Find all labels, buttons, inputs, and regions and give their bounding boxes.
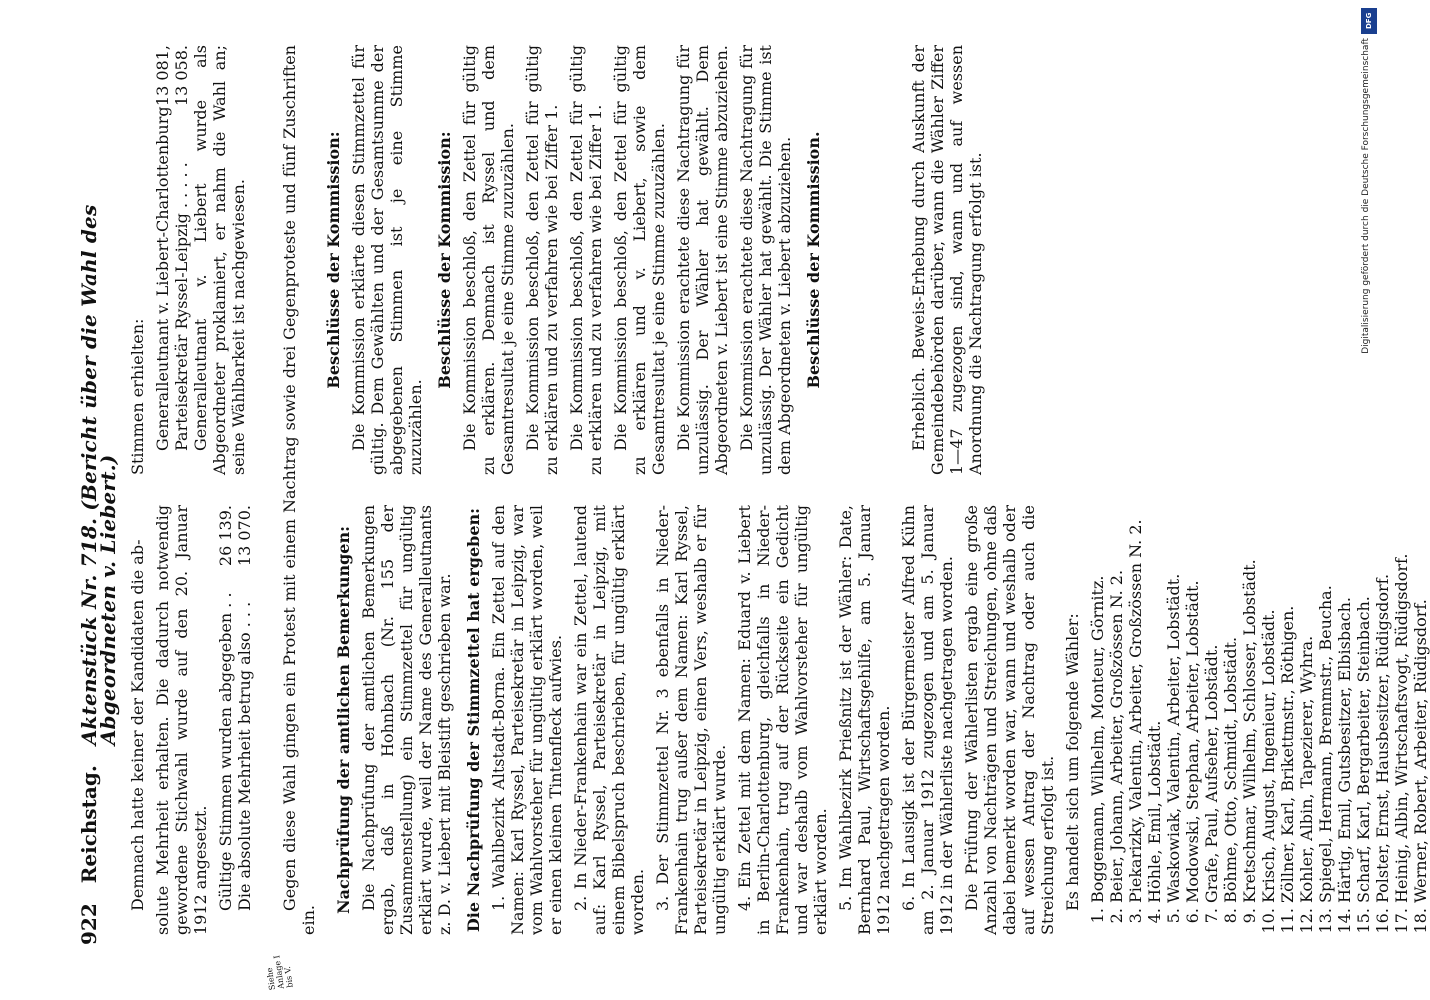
list-item: 9. Kretschmar, Wilhelm, Schlosser, Lobstädt. xyxy=(1240,505,1259,903)
margin-note: Siehe Anlage I bis V. xyxy=(264,954,295,991)
paragraph-official: Die Nachprüfung der amtlichen Bemerkungen ergab, daß in Hohnbach (Nr. 155 der Zusammenstellung) ein Stimmzettel für ungültig erklärt wurde, weil der Name des Generalleutnants z. D. v. Liebert mit Bleistift geschrieben war. xyxy=(359,505,454,935)
list-item: 8. Böhme, Otto, Schmidt, Lobstädt. xyxy=(1221,505,1240,903)
list-item: 1. Boggemann, Wilhelm, Monteur, Görnitz. xyxy=(1088,505,1107,903)
ballot-item-4: 4. Ein Zettel mit dem Namen: Eduard v. Liebert in Berlin-Charlottenburg, gleichfalls in Nieder-Frankenhain, trug auf der Rückseite ein Gedicht und war deshalb vom Wahlvorsteher für ungültig erklärt worden. xyxy=(735,505,830,935)
list-item: 4. Höhle, Emil, Lobstädt. xyxy=(1145,505,1164,903)
paragraph-lead: Demnach hatte keiner der Kandidaten die ab- xyxy=(128,539,147,911)
heading-resolutions-ballots: Beschlüsse der Kommission: xyxy=(435,131,454,389)
candidate-1-row xyxy=(153,45,172,475)
valid-votes-value: 26 139. xyxy=(216,505,235,567)
candidate-2-row xyxy=(172,45,191,475)
resolution-item-3: Die Kommission beschloß, den Zettel für gültig zu erklären und zu verfahren wie bei Ziffer 1. xyxy=(567,45,605,475)
resolution-item-5: Die Kommission erachtete diese Nachtragung für unzulässig. Der Wähler hat gewählt. Dem Abgeordneten v. Liebert ist eine Stimme abzuziehen. xyxy=(674,45,731,475)
resolution-item-6: Die Kommission erachtete diese Nachtragung für unzulässig. Der Wähler hat gewählt. Die Stimme ist dem Abgeordneten v. Liebert abzuziehen. xyxy=(737,45,794,475)
candidate-1-label: Generalleutnant v. Liebert-Charlottenburg xyxy=(153,106,172,451)
dfg-credit-text: Digitalisierung gefördert durch die Deutsche Forschungsgemeinschaft xyxy=(1361,38,1371,354)
left-column xyxy=(128,505,1430,935)
list-item: 2. Beier, Johann, Arbeiter, Großzössen N. 2. xyxy=(1107,505,1126,903)
list-item: 15. Scharf, Karl, Bergarbeiter, Steinbach. xyxy=(1354,505,1373,903)
list-item: 5. Waskowiak, Valentin, Arbeiter, Lobstädt. xyxy=(1164,505,1183,903)
list-item: 14. Härtig, Emil, Gutsbesitzer, Elbisbach. xyxy=(1335,505,1354,903)
running-head xyxy=(77,45,120,945)
resolution-item-1: Die Kommission beschloß, den Zettel für gültig zu erklären. Demnach ist Ryssel und dem Gesamtresultat je eine Stimme zuzuzählen. xyxy=(460,45,517,475)
candidate-2-label: Parteisekretär Ryssel-Leipzig . . . . . xyxy=(172,162,191,451)
paragraph-proclaimed: Generalleutnant v. Liebert wurde als Abgeordneter proklamiert, er nahm die Wahl an; seine Wählbarkeit ist nachgewiesen. xyxy=(191,45,248,475)
candidate-2-value: 13 058. xyxy=(172,45,191,107)
heading-official: Nachprüfung der amtlichen Bemerkungen: xyxy=(334,526,353,914)
paragraph-protests: Gegen diese Wahl gingen ein Protest mit einem Nachtrag sowie drei Gegenproteste und fünf Zuschriften ein. xyxy=(280,45,318,935)
dfg-credit xyxy=(1361,8,1381,354)
resolution-item-2: Die Kommission beschloß, den Zettel für gültig zu erklären und zu verfahren wie bei Ziffer 1. xyxy=(523,45,561,475)
ballot-item-5: 5. Im Wahlbezirk Prießnitz ist der Wähler: Date, Bernhard Paul, Wirtschaftsgehilfe, am 5. Januar 1912 nachgetragen worden. xyxy=(836,505,893,935)
list-item: 7. Grafe, Paul, Aufseher, Lobstädt. xyxy=(1202,505,1221,903)
list-item: 6. Modowski, Stephan, Arbeiter, Lobstädt. xyxy=(1183,505,1202,903)
document-page xyxy=(50,25,1430,991)
resolution-official: Die Kommission erklärte diesen Stimmzettel für gültig. Dem Gewählten und der Gesamtsumme der abgegebenen Stimmen ist je eine Stimme zuzuzählen. xyxy=(349,45,425,475)
running-head-title: Aktenstück Nr. 718. (Bericht über die Wahl des Abgeordneten v. Liebert.) xyxy=(77,204,120,746)
ballot-item-1: 1. Wahlbezirk Altstadt-Borna. Ein Zettel auf den Namen: Karl Ryssel, Parteisekretär in Leipzig, war vom Wahlvorsteher für ungültig erklärt worden, weil er einen kleinen Tintenfleck aufwies. xyxy=(489,505,565,935)
list-item: 18. Werner, Robert, Arbeiter, Rüdigsdorf. xyxy=(1411,505,1430,903)
list-item: 12. Kohler, Albin, Tapezierer, Wyhra. xyxy=(1297,505,1316,903)
abs-majority-label: Die absolute Mehrheit betrug also . . . xyxy=(235,601,254,911)
ballot-item-6: 6. In Lausigk ist der Bürgermeister Alfred Kühn am 2. Januar 1912 zugezogen und am 5. Januar 1912 in der Wählerliste nachgetragen worden. xyxy=(899,505,956,935)
list-item: 10. Krisch, August, Ingenieur, Lobstädt. xyxy=(1259,505,1278,903)
right-column xyxy=(128,45,991,475)
ballot-item-2: 2. In Nieder-Frankenhain war ein Zettel, lautend auf: Karl Ryssel, Parteisekretär in Leipzig, mit einem Bibelspruch beschrieben, für ungültig erklärt worden. xyxy=(571,505,647,935)
list-item: 17. Heinig, Albin, Wirtschaftsvogt, Rüdigsdorf. xyxy=(1392,505,1411,903)
paragraph-lists: Die Prüfung der Wählerlisten ergab eine große Anzahl von Nachträgen und Streichungen, ohne daß dabei bemerkt worden war, wann und weshalb oder auf wessen Antrag der Nachtrag oder auch die Streichung erfolgt ist. xyxy=(962,505,1057,935)
paragraph-stichwahl: solute Mehrheit erhalten. Die dadurch notwendig gewordene Stichwahl wurde auf den 20. Januar 1912 angesetzt. xyxy=(153,505,210,935)
resolution-lists: Erheblich. Beweis-Erhebung durch Auskunft der Gemeindebehörden darüber, wann die Wähler Ziffer 1—47 zugezogen sind, wann und auf wessen Anordnung die Nachtragung erfolgt ist. xyxy=(909,45,985,475)
valid-votes-label: Gültige Stimmen wurden abgegeben . . xyxy=(216,592,235,911)
valid-votes-row xyxy=(216,505,235,935)
resolution-item-4: Die Kommission beschloß, den Zettel für gültig zu erklären und v. Liebert, sowie dem Gesamtresultat je eine Stimme zuzuzählen. xyxy=(611,45,668,475)
dfg-logo: DFG xyxy=(1361,8,1377,34)
list-item: 11. Zöllner, Karl, Brikettmstr., Röthigen. xyxy=(1278,505,1297,903)
heading-resolution-official: Beschlüsse der Kommission: xyxy=(324,131,343,389)
heading-ballots: Die Nachprüfung der Stimmzettel hat ergeben: xyxy=(464,507,483,933)
running-head-left: Reichstag. xyxy=(77,765,101,884)
list-item: 16. Polster, Ernst, Hausbesitzer, Rüdigsdorf. xyxy=(1373,505,1392,903)
voter-list xyxy=(1088,505,1430,935)
page-number: 922 xyxy=(77,903,101,945)
votes-intro: Stimmen erhielten: xyxy=(128,318,147,475)
voters-intro: Es handelt sich um folgende Wähler: xyxy=(1063,613,1082,911)
ballot-item-3: 3. Der Stimmzettel Nr. 3 ebenfalls in Nieder-Frankenhain trug außer dem Namen: Karl Ryssel, Parteisekretär in Leipzig, einen Vers, weshalb er für ungültig erklärt wurde. xyxy=(653,505,729,935)
abs-majority-row xyxy=(235,505,254,935)
abs-majority-value: 13 070. xyxy=(235,505,254,567)
candidate-1-value: 13 081, xyxy=(153,45,172,107)
list-item: 13. Spiegel, Hermann, Bremmstr., Beucha. xyxy=(1316,505,1335,903)
list-item: 3. Piekarizky, Valentin, Arbeiter, Großzössen N. 2. xyxy=(1126,505,1145,903)
heading-resolution-lists: Beschlüsse der Kommission. xyxy=(804,131,823,389)
